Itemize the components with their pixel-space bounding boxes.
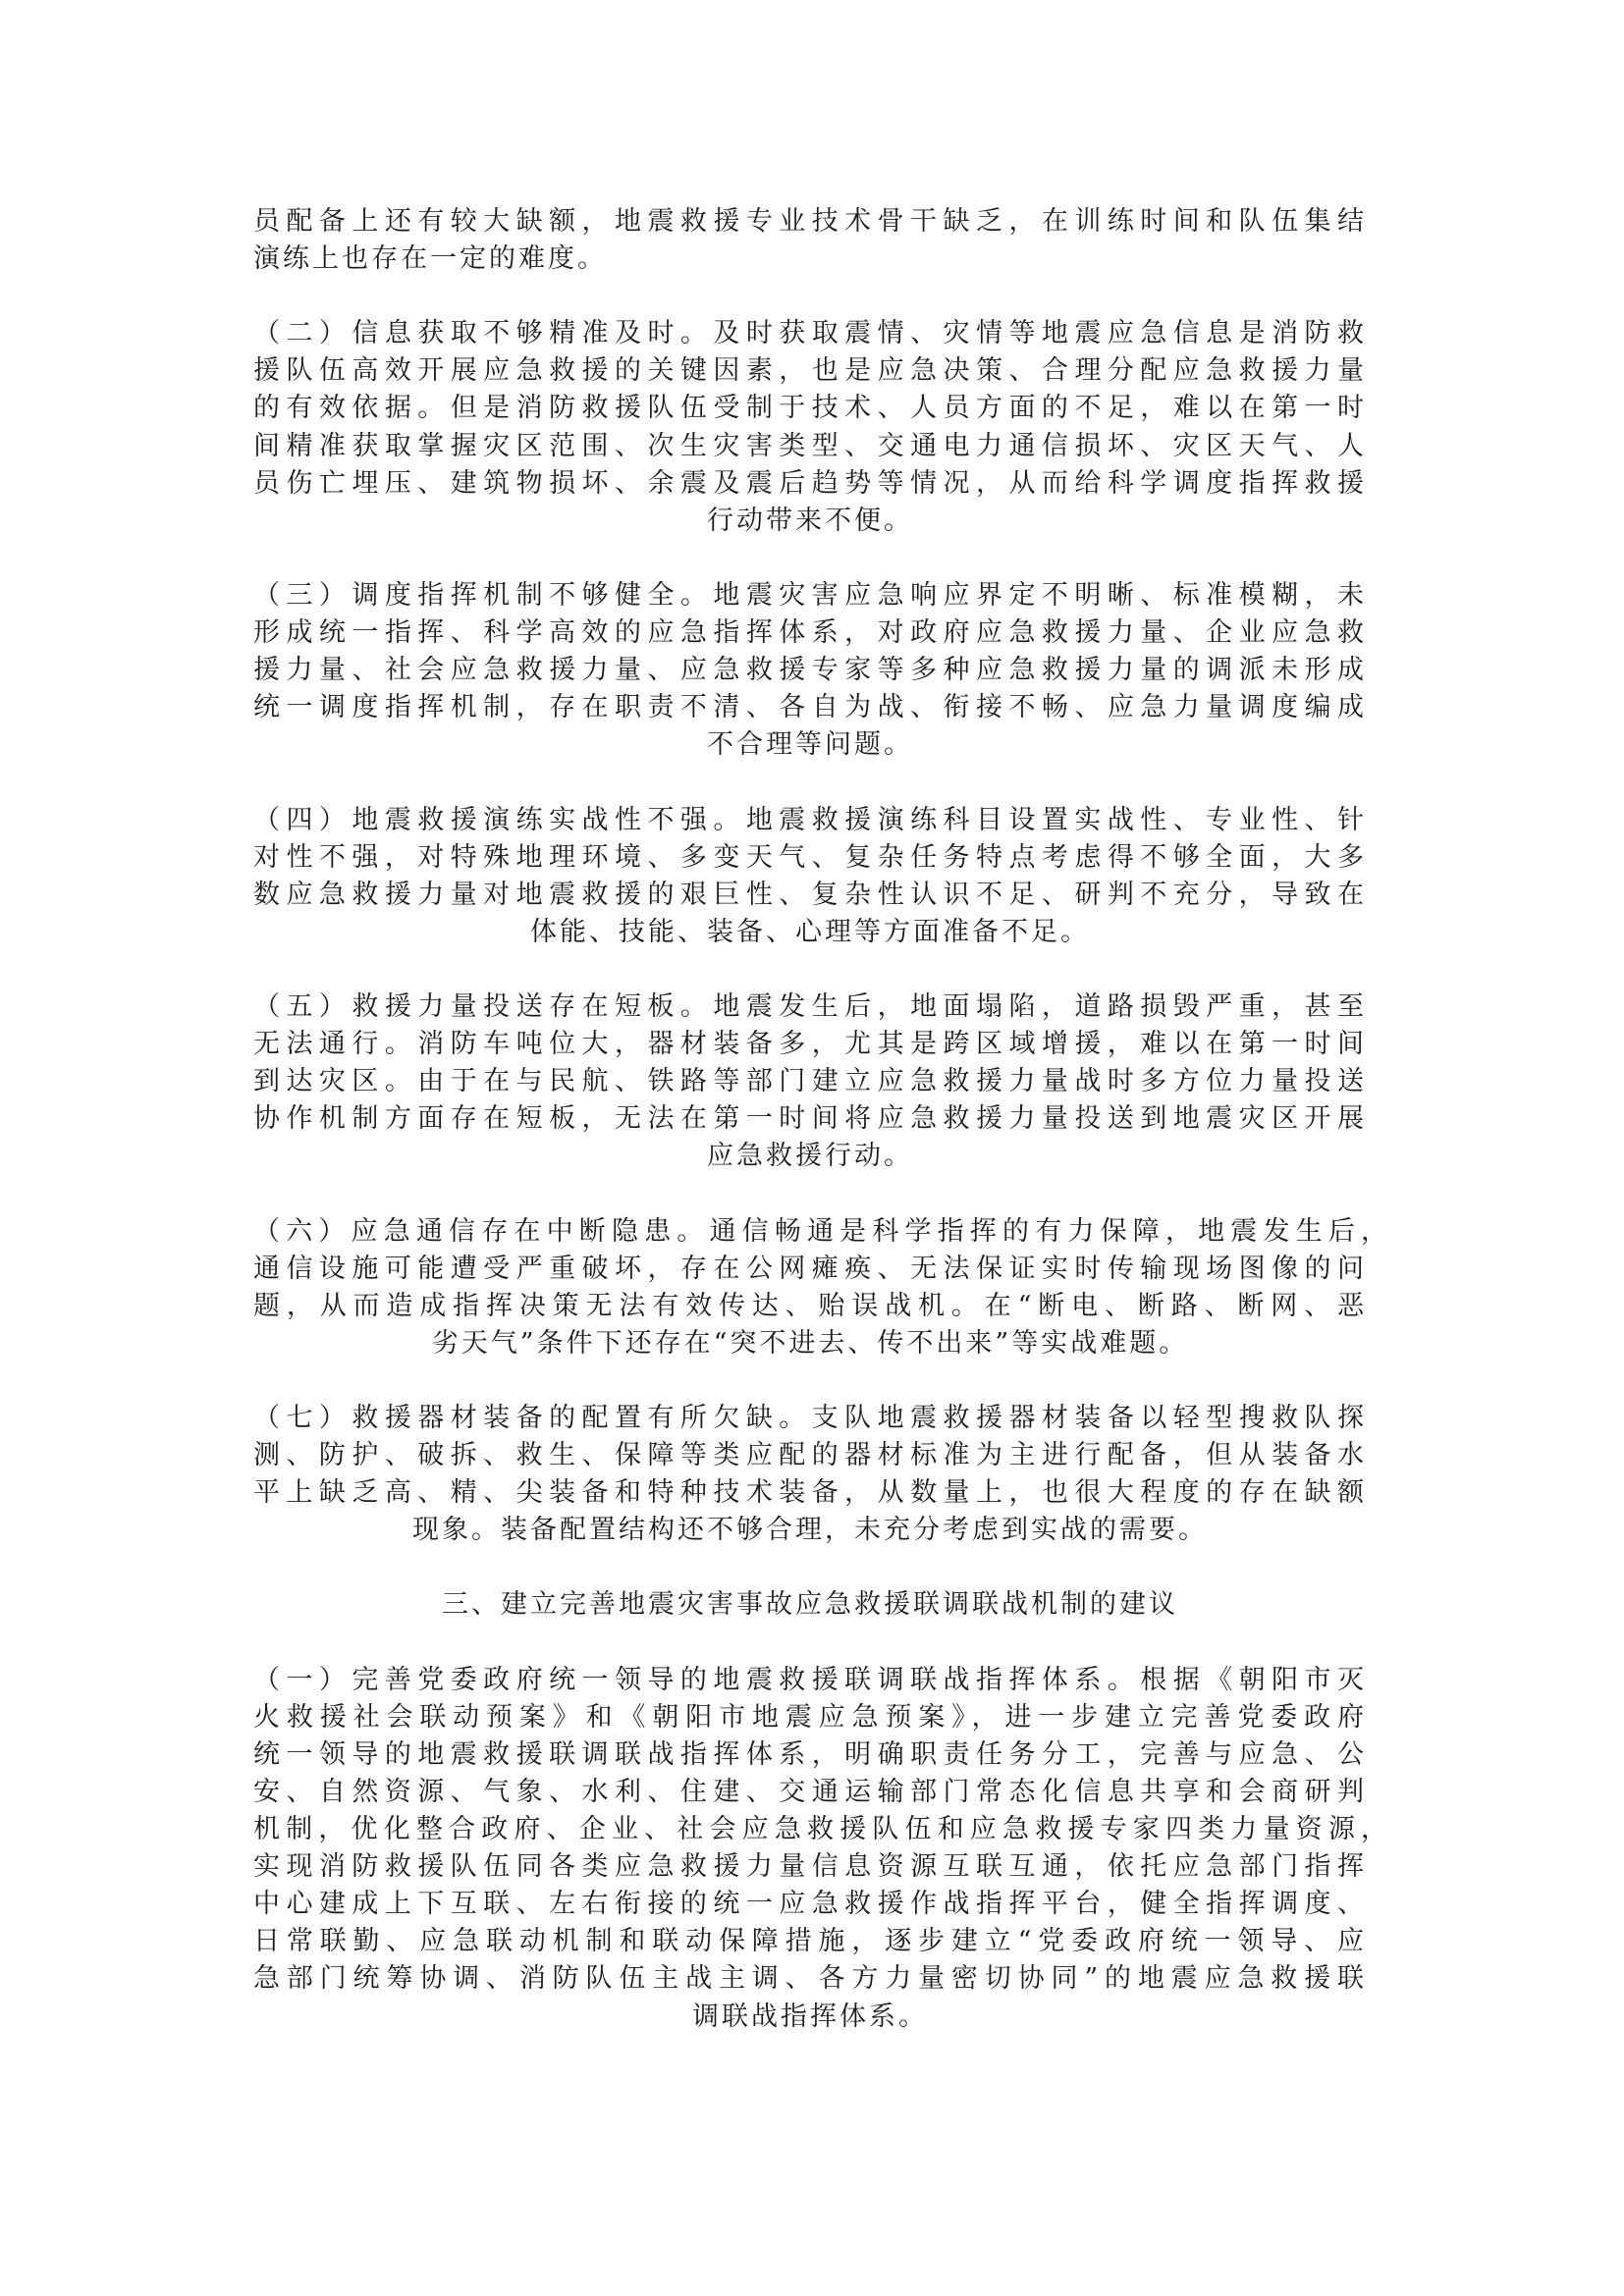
text-line: 调联战指挥体系。 [692, 2001, 928, 2032]
text-line: 应急救援行动。 [707, 1141, 913, 1172]
text-line: 现象。装备配置结构还不够合理，未充分考虑到实战的需要。 [412, 1515, 1208, 1546]
text-line: 的有效依据。但是消防救援队伍受制于技术、人员方面的不足，难以在第一时 [253, 393, 1367, 424]
text-line: 员配备上还有较大缺额，地震救援专业技术骨干缺乏，在训练时间和队伍集结 [253, 206, 1367, 237]
text-line: 日常联勤、应急联动机制和联动保障措施，逐步建立“党委政府统一领导、应 [253, 1926, 1367, 1957]
text-line: 演练上也存在一定的难度。 [253, 243, 607, 275]
text-line: 中心建成上下互联、左右衔接的统一应急救援作战指挥平台，健全指挥调度、 [253, 1889, 1367, 1920]
text-line: （一）完善党委政府统一领导的地震救援联调联战指挥体系。根据《朝阳市灭 [253, 1664, 1367, 1695]
text-line: （四）地震救援演练实战性不强。地震救援演练科目设置实战性、专业性、针 [253, 804, 1367, 835]
text-line: 机制，优化整合政府、企业、社会应急救援队伍和应急救援专家四类力量资源， [253, 1814, 1390, 1845]
text-line: 实现消防救援队伍同各类应急救援力量信息资源互联互通，依托应急部门指挥 [253, 1851, 1367, 1883]
text-line: 急部门统筹协调、消防队伍主战主调、各方力量密切协同”的地震应急救援联 [253, 1963, 1367, 1995]
paragraph-problem-4 [253, 802, 1367, 951]
text-line: 劣天气”条件下还存在“突不进去、传不出来”等实战难题。 [431, 1327, 1189, 1359]
text-line: 安、自然资源、气象、水利、住建、交通运输部门常态化信息共享和会商研判 [253, 1776, 1367, 1807]
text-line: 行动带来不便。 [707, 505, 913, 536]
text-line: 援队伍高效开展应急救援的关键因素，也是应急决策、合理分配应急救援力量 [253, 355, 1367, 387]
text-line: 对性不强，对特殊地理环境、多变天气、复杂任务特点考虑得不够全面，大多 [253, 841, 1367, 873]
section-heading: 三、建立完善地震灾害事故应急救援联调联战机制的建议 [442, 1589, 1178, 1621]
text-line: （三）调度指挥机制不够健全。地震灾害应急响应界定不明晰、标准模糊，未 [253, 579, 1367, 611]
text-line: 体能、技能、装备、心理等方面准备不足。 [530, 916, 1090, 947]
text-line: （六）应急通信存在中断隐患。通信畅通是科学指挥的有力保障，地震发生后， [253, 1215, 1390, 1247]
paragraph-suggestion-1 [253, 1662, 1390, 2036]
text-line: 无法通行。消防车吨位大，器材装备多，尤其是跨区域增援，难以在第一时间 [253, 1029, 1367, 1060]
text-line: 协作机制方面存在短板，无法在第一时间将应急救援力量投送到地震灾区开展 [253, 1103, 1367, 1135]
text-line: 到达灾区。由于在与民航、铁路等部门建立应急救援力量战时多方位力量投送 [253, 1066, 1367, 1097]
text-line: （二）信息获取不够精准及时。及时获取震情、灾情等地震应急信息是消防救 [253, 318, 1367, 349]
text-line: 测、防护、破拆、救生、保障等类应配的器材标准为主进行配备，但从装备水 [253, 1440, 1367, 1471]
text-line: 间精准获取掌握灾区范围、次生灾害类型、交通电力通信损坏、灾区天气、人 [253, 430, 1367, 461]
paragraph-problem-5 [253, 988, 1367, 1175]
paragraph-problem-7 [253, 1400, 1367, 1549]
text-line: 数应急救援力量对地震救援的艰巨性、复杂性认识不足、研判不充分，导致在 [253, 879, 1367, 910]
text-line: 援力量、社会应急救援力量、应急救援专家等多种应急救援力量的调派未形成 [253, 655, 1367, 686]
text-line: 通信设施可能遭受严重破坏，存在公网瘫痪、无法保证实时传输现场图像的问 [253, 1253, 1367, 1284]
paragraph-problem-3 [253, 577, 1367, 764]
paragraph-continuation [253, 203, 1367, 278]
text-line: 不合理等问题。 [707, 729, 913, 761]
text-line: 题，从而造成指挥决策无法有效传达、贻误战机。在“断电、断路、断网、恶 [253, 1290, 1367, 1321]
paragraph-problem-6 [253, 1213, 1390, 1362]
text-line: 形成统一指挥、科学高效的应急指挥体系，对政府应急救援力量、企业应急救 [253, 617, 1367, 649]
paragraph-problem-2 [253, 315, 1367, 540]
text-line: 员伤亡埋压、建筑物损坏、余震及震后趋势等情况，从而给科学调度指挥救援 [253, 467, 1367, 499]
document-body [253, 203, 1390, 2073]
text-line: 平上缺乏高、精、尖装备和特种技术装备，从数量上，也很大程度的存在缺额 [253, 1477, 1367, 1509]
text-line: 火救援社会联动预案》和《朝阳市地震应急预案》，进一步建立完善党委政府 [253, 1701, 1367, 1733]
text-line: （五）救援力量投送存在短板。地震发生后，地面塌陷，道路损毁严重，甚至 [253, 990, 1367, 1022]
text-line: （七）救援器材装备的配置有所欠缺。支队地震救援器材装备以轻型搜救队探 [253, 1403, 1367, 1433]
text-line: 统一调度指挥机制，存在职责不清、各自为战、衔接不畅、应急力量调度编成 [253, 692, 1367, 723]
text-line: 统一领导的地震救援联调联战指挥体系，明确职责任务分工，完善与应急、公 [253, 1738, 1367, 1770]
